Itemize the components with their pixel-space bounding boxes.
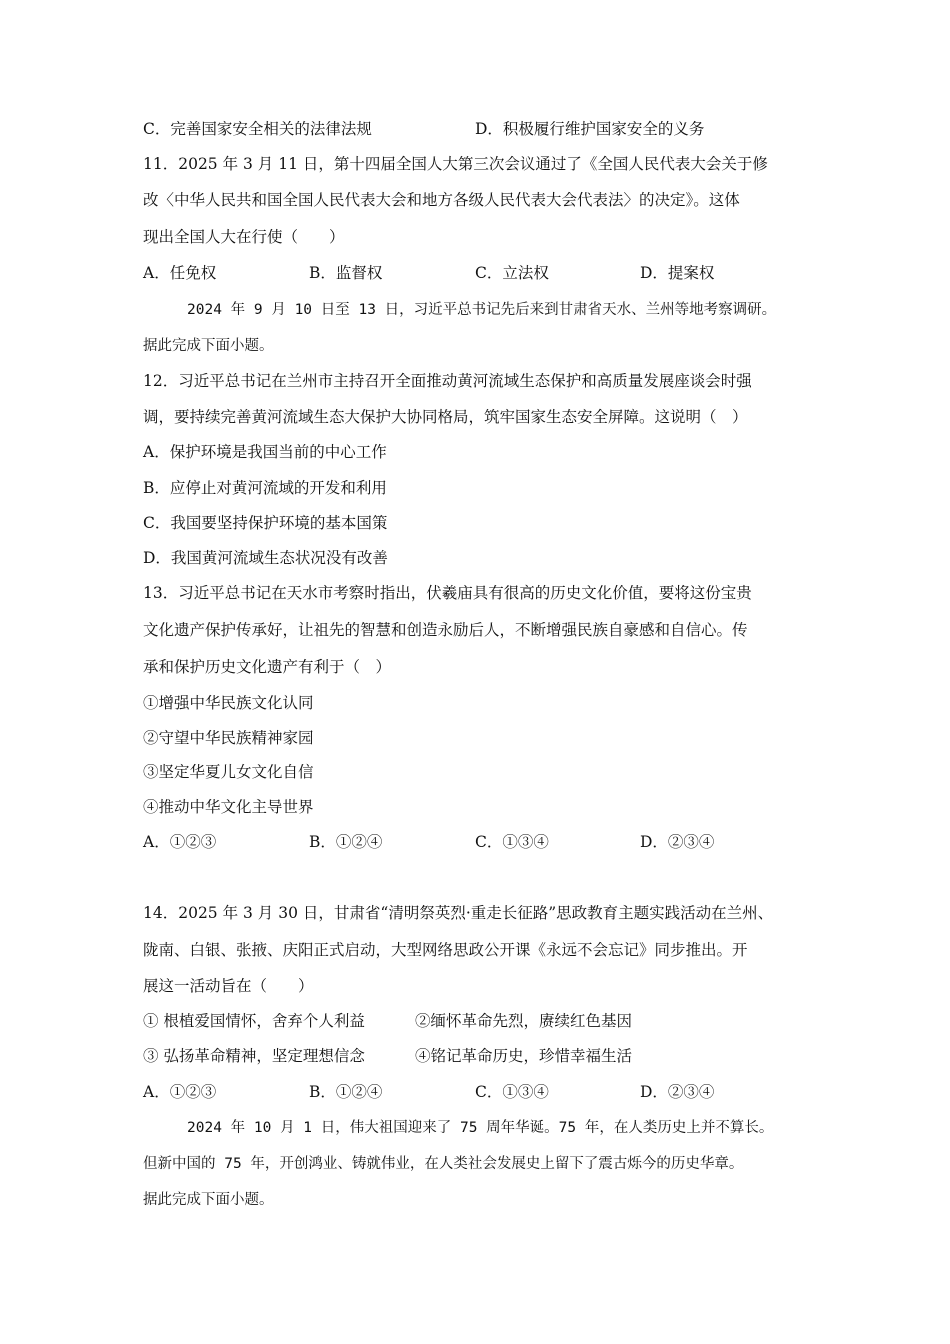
- q13-item-1: ①增强中华民族文化认同: [143, 694, 314, 712]
- q14-option-b: B．①②④: [309, 1083, 383, 1101]
- q14-stem-line2: 陇南、白银、张掖、庆阳正式启动，大型网络思政公开课《永远不会忘记》同步推出。开: [143, 941, 748, 959]
- q13-item-2: ②守望中华民族精神家园: [143, 729, 314, 747]
- material2-line3: 据此完成下面小题。: [143, 1192, 274, 1208]
- material1-line1: 2024 年 9 月 10 日至 13 日，习近平总书记先后来到甘肃省天水、兰州等地考察调研。: [187, 302, 777, 318]
- q11-stem-line2: 改〈中华人民共和国全国人民代表大会和地方各级人民代表大会代表法〉的决定》。这体: [143, 191, 740, 209]
- q14-stem-line1: 14．2025 年 3 月 30 日，甘肃省“清明祭英烈·重走长征路”思政教育主题实践活动在兰州、: [143, 904, 774, 922]
- q14-item-4: ④铭记革命历史，珍惜幸福生活: [415, 1047, 633, 1065]
- q11-stem-line1: 11．2025 年 3 月 11 日，第十四届全国人大第三次会议通过了《全国人民代表大会关于修: [143, 155, 768, 173]
- q12-option-c: C．我国要坚持保护环境的基本国策: [143, 514, 388, 532]
- q10-option-d: D．积极履行维护国家安全的义务: [475, 120, 705, 138]
- q14-option-a: A．①②③: [143, 1083, 217, 1101]
- q11-option-a: A．任免权: [143, 264, 217, 282]
- q13-option-d: D．②③④: [640, 833, 715, 851]
- q12-option-b: B．应停止对黄河流域的开发和利用: [143, 479, 387, 497]
- q10-option-c: C．完善国家安全相关的法律法规: [143, 120, 372, 138]
- q11-option-d: D．提案权: [640, 264, 715, 282]
- q13-item-3: ③坚定华夏儿女文化自信: [143, 763, 314, 781]
- q14-option-d: D．②③④: [640, 1083, 715, 1101]
- q14-stem-line3: 展这一活动旨在（ ）: [143, 977, 314, 995]
- q14-item-3: ③ 弘扬革命精神，坚定理想信念: [143, 1047, 365, 1065]
- q13-stem-line3: 承和保护历史文化遗产有利于（ ）: [143, 658, 392, 676]
- q13-item-4: ④推动中华文化主导世界: [143, 798, 314, 816]
- q13-stem-line2: 文化遗产保护传承好，让祖先的智慧和创造永励后人，不断增强民族自豪感和自信心。传: [143, 621, 748, 639]
- q13-stem-line1: 13．习近平总书记在天水市考察时指出，伏羲庙具有很高的历史文化价值，要将这份宝贵: [143, 584, 752, 602]
- q11-option-c: C．立法权: [475, 264, 549, 282]
- q13-option-a: A．①②③: [143, 833, 217, 851]
- q11-option-b: B．监督权: [309, 264, 383, 282]
- q11-stem-line3: 现出全国人大在行使（ ）: [143, 228, 345, 246]
- material2-line1: 2024 年 10 月 1 日，伟大祖国迎来了 75 周年华诞。75 年，在人类历史上并不算长。: [187, 1120, 774, 1136]
- q14-option-c: C．①③④: [475, 1083, 549, 1101]
- material1-line2: 据此完成下面小题。: [143, 338, 274, 354]
- material2-line2: 但新中国的 75 年，开创鸿业、铸就伟业，在人类社会发展史上留下了震古烁今的历史华章。: [143, 1156, 744, 1172]
- q14-item-2: ②缅怀革命先烈，赓续红色基因: [415, 1012, 633, 1030]
- q14-item-1: ① 根植爱国情怀，舍弃个人利益: [143, 1012, 365, 1030]
- q13-option-c: C．①③④: [475, 833, 549, 851]
- q12-option-d: D．我国黄河流域生态状况没有改善: [143, 549, 388, 567]
- q12-stem-line1: 12．习近平总书记在兰州市主持召开全面推动黄河流域生态保护和高质量发展座谈会时强: [143, 372, 752, 390]
- q12-option-a: A．保护环境是我国当前的中心工作: [143, 443, 387, 461]
- q13-option-b: B．①②④: [309, 833, 383, 851]
- q12-stem-line2: 调，要持续完善黄河流域生态大保护大协同格局，筑牢国家生态安全屏障。这说明（ ）: [143, 408, 748, 426]
